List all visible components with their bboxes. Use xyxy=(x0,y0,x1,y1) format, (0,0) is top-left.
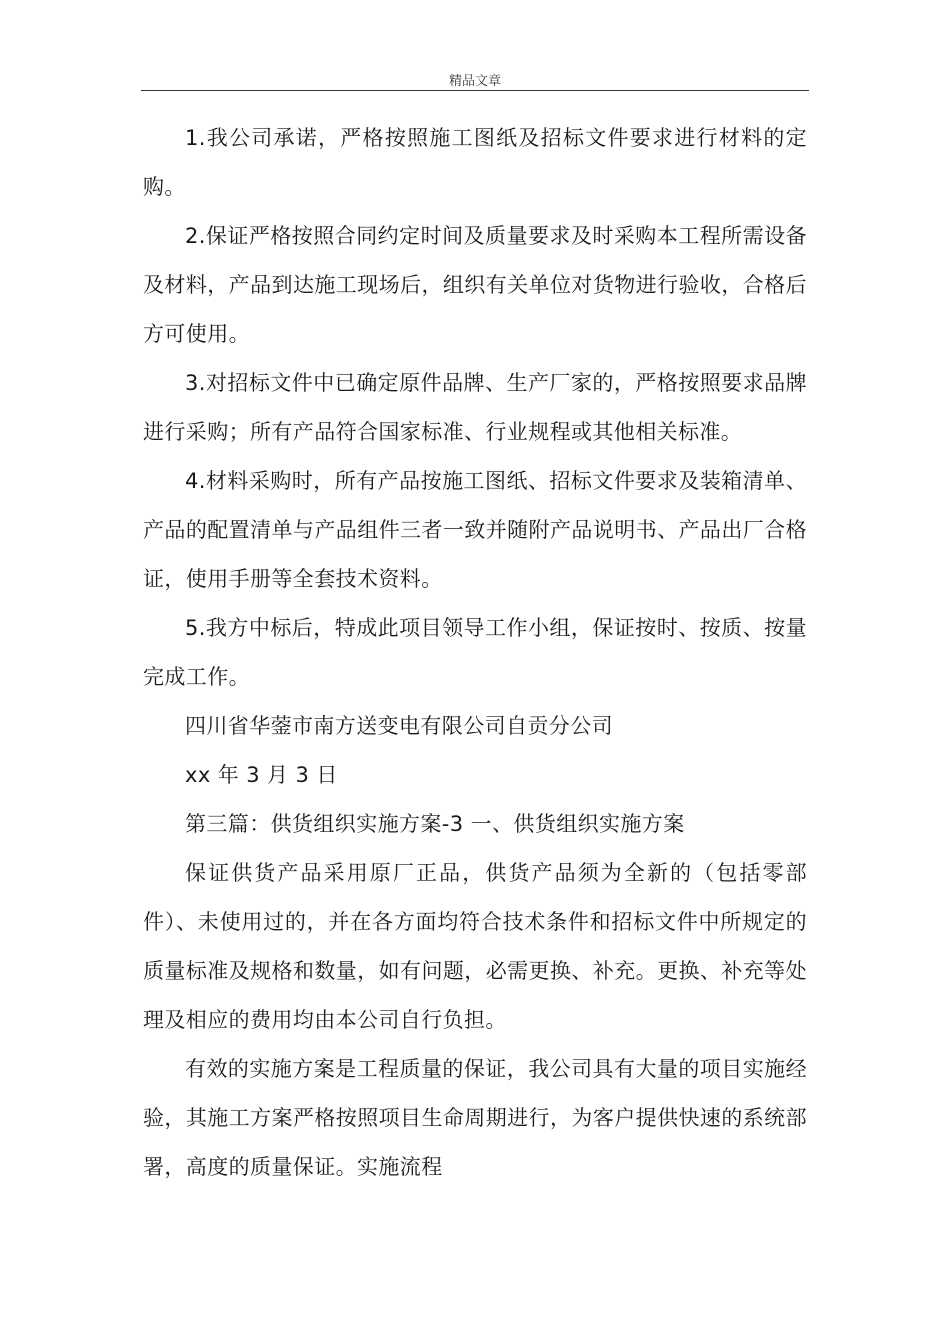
header-title: 精品文章 xyxy=(448,74,501,89)
paragraph-5: 5.我方中标后，特成此项目领导工作小组，保证按时、按质、按量完成工作。 xyxy=(143,616,807,689)
page-header xyxy=(141,70,809,91)
section-heading: 第三篇：供货组织实施方案-3 一、供货组织实施方案 xyxy=(185,812,685,836)
paragraph-3: 3.对招标文件中已确定原件品牌、生产厂家的，严格按照要求品牌进行采购；所有产品符合国家标准、行业规程或其他相关标准。 xyxy=(143,371,807,444)
date-line: xx 年 3 月 3 日 xyxy=(185,763,338,787)
paragraph-4: 4.材料采购时，所有产品按施工图纸、招标文件要求及装箱清单、产品的配置清单与产品组件三者一致并随附产品说明书、产品出厂合格证，使用手册等全套技术资料。 xyxy=(143,469,807,591)
document-body xyxy=(143,114,807,1192)
paragraph-1: 1.我公司承诺，严格按照施工图纸及招标文件要求进行材料的定购。 xyxy=(143,126,807,199)
paragraph-2: 2.保证严格按照合同约定时间及质量要求及时采购本工程所需设备及材料，产品到达施工现场后，组织有关单位对货物进行验收，合格后方可使用。 xyxy=(143,224,807,346)
paragraph-7: 有效的实施方案是工程质量的保证，我公司具有大量的项目实施经验，其施工方案严格按照项目生命周期进行，为客户提供快速的系统部署，高度的质量保证。实施流程 xyxy=(143,1057,807,1179)
company-name: 四川省华蓥市南方送变电有限公司自贡分公司 xyxy=(185,714,613,738)
paragraph-6: 保证供货产品采用原厂正品，供货产品须为全新的（包括零部件）、未使用过的，并在各方面均符合技术条件和招标文件中所规定的质量标准及规格和数量，如有问题，必需更换、补充。更换、补充等处理及相应的费用均由本公司自行负担。 xyxy=(143,861,807,1032)
